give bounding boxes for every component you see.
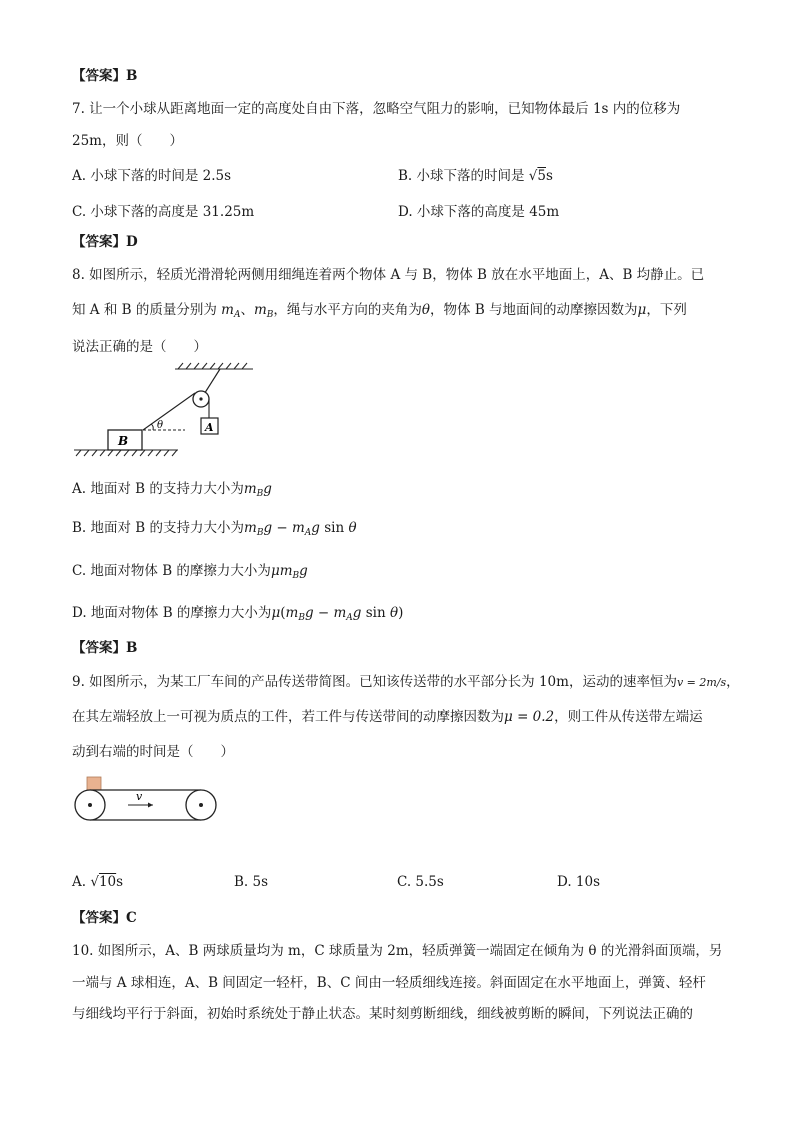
q9-stem-line2 (72, 707, 703, 727)
mass-a: $m_A$ (221, 302, 241, 320)
pulley-axle (199, 397, 202, 400)
q8-option-b-text: B. 地面对 B 的支持力大小为 (72, 520, 245, 536)
q8-option-a-formula: $m_Bg$ (243, 481, 272, 499)
q8-stem-line1: 8. 如图所示，轻质光滑滑轮两侧用细绳连着两个物体 A 与 B，物体 B 放在水平地面上，A、B 均静止。已 (72, 267, 705, 283)
sqrt-symbol: √ (90, 874, 99, 890)
q9-option-a-unit: s (116, 874, 124, 890)
q9-option-c: C. 5.5s (397, 874, 444, 890)
ground-hatch (74, 450, 178, 456)
q8-stem-line2: 知 A 和 B 的质量分别为 $m_A$、$m_B$，绳与水平方向的夹角为θ，物体 B 与地面间的动摩擦因数为μ，下列 (72, 302, 687, 320)
q8-option-c-text: C. 地面对物体 B 的摩擦力大小为 (72, 563, 271, 579)
q9-option-a-root: 10 (98, 874, 117, 890)
q8-option-b: B. 地面对 B 的支持力大小为$m_Bg - m_Ag$ sin θ (72, 520, 357, 538)
theta-symbol: θ (421, 302, 431, 318)
velocity-label: v (136, 790, 143, 803)
q8-line2-a: 知 A 和 B 的质量分别为 (72, 302, 217, 318)
q9-option-d: D. 10s (557, 874, 601, 890)
q9-line2-a: 在其左端轻放上一可视为质点的工件，若工件与传送带间的动摩擦因数为 (72, 709, 504, 725)
right-roller-axle (199, 803, 203, 807)
sqrt-symbol: √ (528, 168, 538, 184)
mu-symbol: μ (637, 302, 647, 318)
q8-option-a-text: A. 地面对 B 的支持力大小为 (72, 481, 244, 497)
q7-option-b (398, 166, 553, 186)
q8-option-b-formula: $m_Bg - m_Ag$ (244, 520, 320, 538)
q9-line1-a: 9. 如图所示，为某工厂车间的产品传送带简图。已知该传送带的水平部分长为 10m，运动的速率恒为 (72, 674, 677, 690)
answer-q6: 【答案】B (72, 68, 138, 84)
q7-option-b-unit: s (546, 168, 553, 184)
q8-option-d-formula: μ (271, 605, 281, 621)
q8-pulley-figure (70, 360, 260, 470)
q9-line2-b: ，则工件从传送带左端运 (554, 709, 703, 725)
left-roller-axle (88, 803, 92, 807)
ceiling-hatch (175, 363, 253, 369)
q9-option-b: B. 5s (234, 874, 269, 890)
answer-q9: 【答案】C (72, 910, 137, 926)
q9-conveyor-figure (68, 774, 223, 826)
q8-option-c (72, 561, 308, 586)
answer-q7: 【答案】D (72, 234, 138, 250)
q8-line2-b: ，绳与水平方向的夹角为 (273, 302, 422, 318)
q10-stem-line3: 与细线均平行于斜面，初始时系统处于静止状态。某时刻剪断细线，细线被剪断的瞬间，下列说法正确的 (72, 1006, 693, 1022)
q10-stem-line1: 10. 如图所示，A、B 两球质量均为 m，C 球质量为 2m，轻质弹簧一端固定在倾角为 θ 的光滑斜面顶端，另 (72, 943, 723, 959)
q9-speed-formula: v = 2m/s (676, 676, 727, 689)
q7-stem-line1: 7. 让一个小球从距离地面一定的高度处自由下落，忽略空气阻力的影响，已知物体最后 1s 内的位移为 (72, 101, 681, 117)
mass-b: $m_B$ (253, 302, 274, 320)
velocity-arrowhead (148, 803, 153, 808)
q9-stem-line3: 动到右端的时间是（ ） (72, 744, 234, 760)
block-a-label: A (205, 421, 214, 434)
angle-arc (151, 424, 153, 430)
q9-mu-formula: μ = 0.2 (504, 709, 555, 725)
q10-stem-line2: 一端与 A 球相连，A、B 间固定一轻杆，B、C 间由一轻质细线连接。斜面固定在水平地面上，弹簧、轻杆 (72, 975, 706, 991)
block-b-label: B (118, 434, 129, 448)
q8-line2-d: ，下列 (646, 302, 687, 318)
workpiece (87, 777, 101, 790)
q9-option-a (72, 872, 123, 892)
q8-line2-c: ，物体 B 与地面间的动摩擦因数为 (430, 302, 638, 318)
q7-stem-line2: 25m，则（ ） (72, 133, 183, 149)
q9-stem-line1 (72, 672, 740, 693)
q8-option-a (72, 479, 272, 504)
q9-option-a-prefix: A. (72, 874, 91, 890)
q8-option-d: D. 地面对物体 B 的摩擦力大小为$\mu(m_Bg - m_Ag$ sin θ) (72, 605, 404, 623)
q8-option-c-formula: $\mu m_Bg$ (270, 563, 308, 581)
q7-option-b-prefix: B. 小球下落的时间是 (398, 168, 529, 184)
q9-line1-end: ， (726, 674, 740, 690)
q8-option-d-text: D. 地面对物体 B 的摩擦力大小为 (72, 605, 272, 621)
answer-q8: 【答案】B (72, 640, 138, 656)
q7-option-a: A. 小球下落的时间是 2.5s (72, 168, 232, 184)
q7-option-c: C. 小球下落的高度是 31.25m (72, 204, 255, 220)
q7-option-b-root: 5 (537, 168, 546, 184)
q8-stem-line3: 说法正确的是（ ） (72, 339, 207, 355)
theta-label: θ (157, 420, 164, 431)
q7-option-d: D. 小球下落的高度是 45m (398, 204, 560, 220)
